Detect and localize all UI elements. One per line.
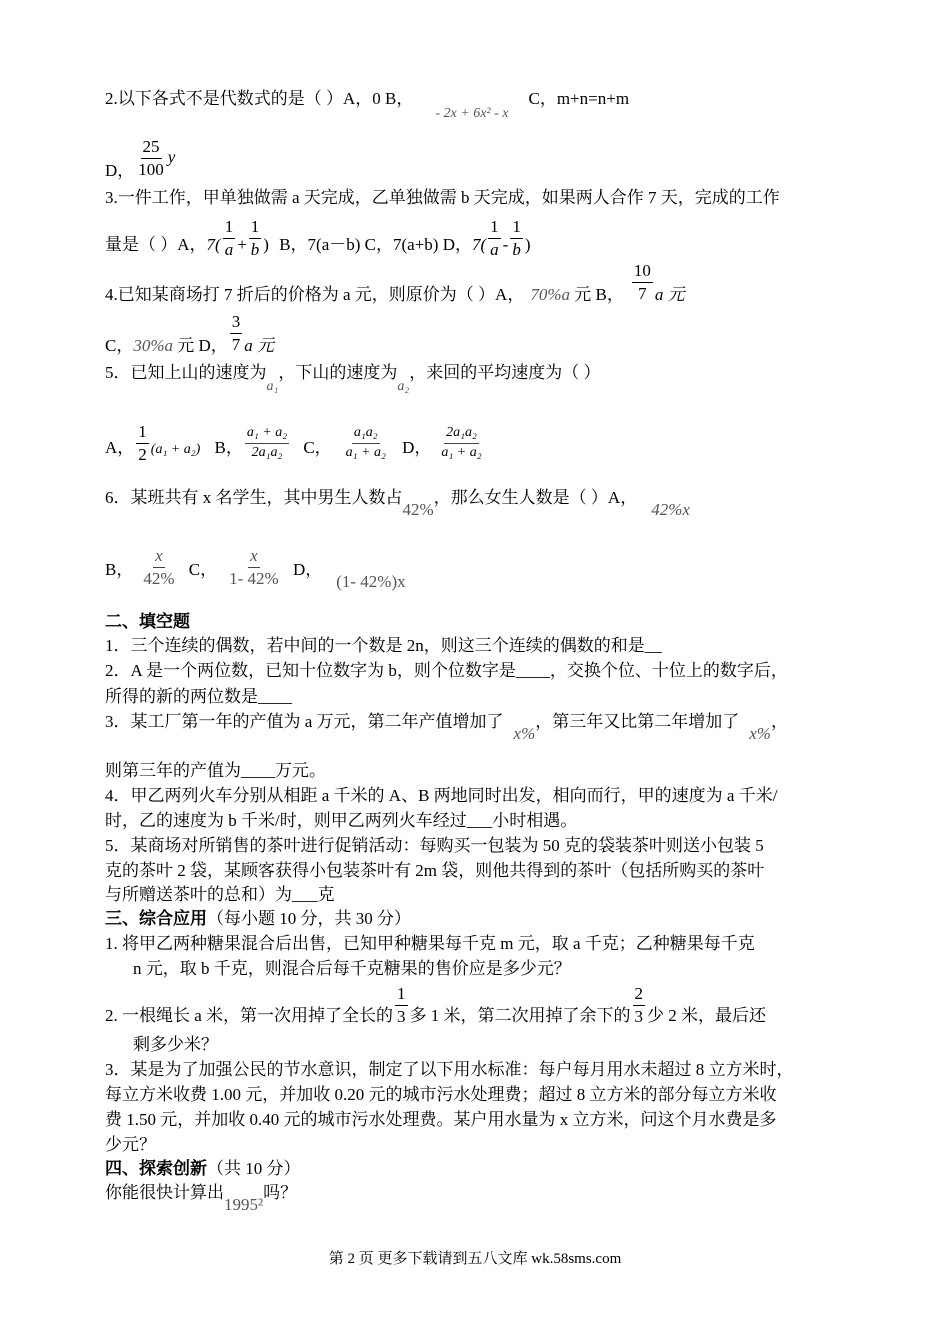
q6-options: B， $\frac{x}{42\%}$ C， $\frac{x}{1- 42\%}$ D，(1- 42%)x xyxy=(105,546,406,592)
fill-q3-line2: 则第三年的产值为____万元。 xyxy=(105,761,326,780)
q5-stem: 5．已知上山的速度为$_{a_1}$，下山的速度为$_{a_2}$，来回的平均速度为（ ） xyxy=(105,363,601,394)
fill-heading: 二、填空题 xyxy=(105,612,190,631)
fill-q2-line2: 所得的新的两位数是____ xyxy=(105,687,292,706)
fill-q4-line1: 4．甲乙两列火车分别从相距 a 千米的 A、B 两地同时出发，相向而行，甲的速度为 a 千米/ xyxy=(105,786,778,805)
fill-q2-line1: 2．A 是一个两位数，已知十位数字为 b，则个位数字是____，交换个位、十位上的数字后， xyxy=(105,661,788,680)
q2-option-c: C，m+n=n+m xyxy=(528,89,630,108)
explore-heading-line xyxy=(105,1160,301,1177)
fill-q5-line2: 克的茶叶 2 袋，某顾客获得小包装茶叶有 2m 袋，则他共得到的茶叶（包括所购买的茶叶 xyxy=(105,861,765,880)
q5-options: A， $\frac{1}{2}$ $_{(a_1 + a_2)}$ B， $\frac{\text{a₁ + a₂}}{\text{2a₁a₂}}$ C， $\frac{\text{a₁a₂}}{\text{a₁ + a₂}}$ D， $\frac{\text{2a₁a₂}}{\text{a₁ + a₂}}$ xyxy=(105,422,482,464)
q2-option-b: - 2x + 6x² - x xyxy=(435,106,509,121)
fill-q3-line1: 3．某工厂第一年的产值为 a 万元，第二年产值增加了x%，第三年又比第二年增加了x%， xyxy=(105,712,788,743)
apply-q2-line2: 剩多少米？ xyxy=(133,1035,218,1054)
q2-line xyxy=(105,89,630,121)
explore-heading-note: （共 10 分） xyxy=(207,1159,301,1178)
fill-q5-line3: 与所赠送茶叶的总和）为___克 xyxy=(105,885,335,904)
q3-line1: 3.一件工作，甲单独做需 a 天完成，乙单独做需 b 天完成，如果两人合作 7 天，完成的工作 xyxy=(105,188,780,207)
q2-option-d: D， $\frac{25}{100}$ y xyxy=(105,137,176,181)
fill-q1: 1．三个连续的偶数，若中间的一个数是 2n，则这三个连续的偶数的和是__ xyxy=(105,636,662,655)
fill-q4-line2: 时，乙的速度为 b 千米/时，则甲乙两列火车经过___小时相遇。 xyxy=(105,811,578,830)
apply-q2-line1: 2. 一根绳长 a 米，第一次用掉了全长的 $\frac{1}{3}$ 多 1 米，第二次用掉了余下的 $\frac{2}{3}$ 少 2 米，最后还 xyxy=(105,984,767,1026)
page-footer: 第 2 页 更多下载请到五八文库 wk.58sms.com xyxy=(328,1251,622,1267)
q2-stem: 2.以下各式不是代数式的是（ ）A，0 B， xyxy=(105,89,414,108)
explore-question: 你能很快计算出1995²吗？ xyxy=(105,1183,298,1214)
q3-line2: 量是（ ）A，7( $\frac{1}{a}$ + $\frac{1}{b}$ ) B，7(a－b) C，7(a+b) D，7( $\frac{1}{a}$ - $\frac{1}{b}$ ) xyxy=(105,217,531,259)
apply-q3-line4: 少元？ xyxy=(105,1135,156,1154)
apply-q1-line1: 1. 将甲乙两种糖果混合后出售，已知甲种糖果每千克 m 元，取 a 千克；乙种糖果每千克 xyxy=(105,934,755,953)
apply-q3-line1: 3．某是为了加强公民的节水意识，制定了以下用水标准：每户每月用水未超过 8 立方米时， xyxy=(105,1060,794,1079)
apply-heading-line xyxy=(105,910,411,927)
q6-stem: 6．某班共有 x 名学生，其中男生人数占42%，那么女生人数是（ ）A，42%x xyxy=(105,488,690,519)
apply-heading-note: （每小题 10 分，共 30 分） xyxy=(207,909,411,928)
apply-q3-line2: 每立方米收费 1.00 元，并加收 0.20 元的城市污水处理费；超过 8 立方米的部分每立方米收 xyxy=(105,1085,777,1104)
q4-line2: C，30%a 元 D， $\frac{3}{7}$ a 元 xyxy=(105,312,275,356)
q4-line1: 4.已知某商场打 7 折后的价格为 a 元，则原价为（ ）A， 70%a 元 B， $\frac{10}{7}$ a 元 xyxy=(105,261,685,305)
fill-q5-line1: 5．某商场对所销售的茶叶进行促销活动：每购买一包装为 50 克的袋装茶叶则送小包装 5 xyxy=(105,836,764,855)
apply-q1-line2: n 元，取 b 千克，则混合后每千克糖果的售价应是多少元？ xyxy=(133,959,571,978)
explore-heading: 四、探索创新 xyxy=(105,1159,207,1178)
apply-q3-line3: 费 1.50 元，并加收 0.40 元的城市污水处理费。某户用水量为 x 立方米，问这个月水费是多 xyxy=(105,1110,777,1129)
apply-heading: 三、综合应用 xyxy=(105,909,207,928)
q2-d-fraction: $\frac{25}{100}$ xyxy=(138,137,164,179)
